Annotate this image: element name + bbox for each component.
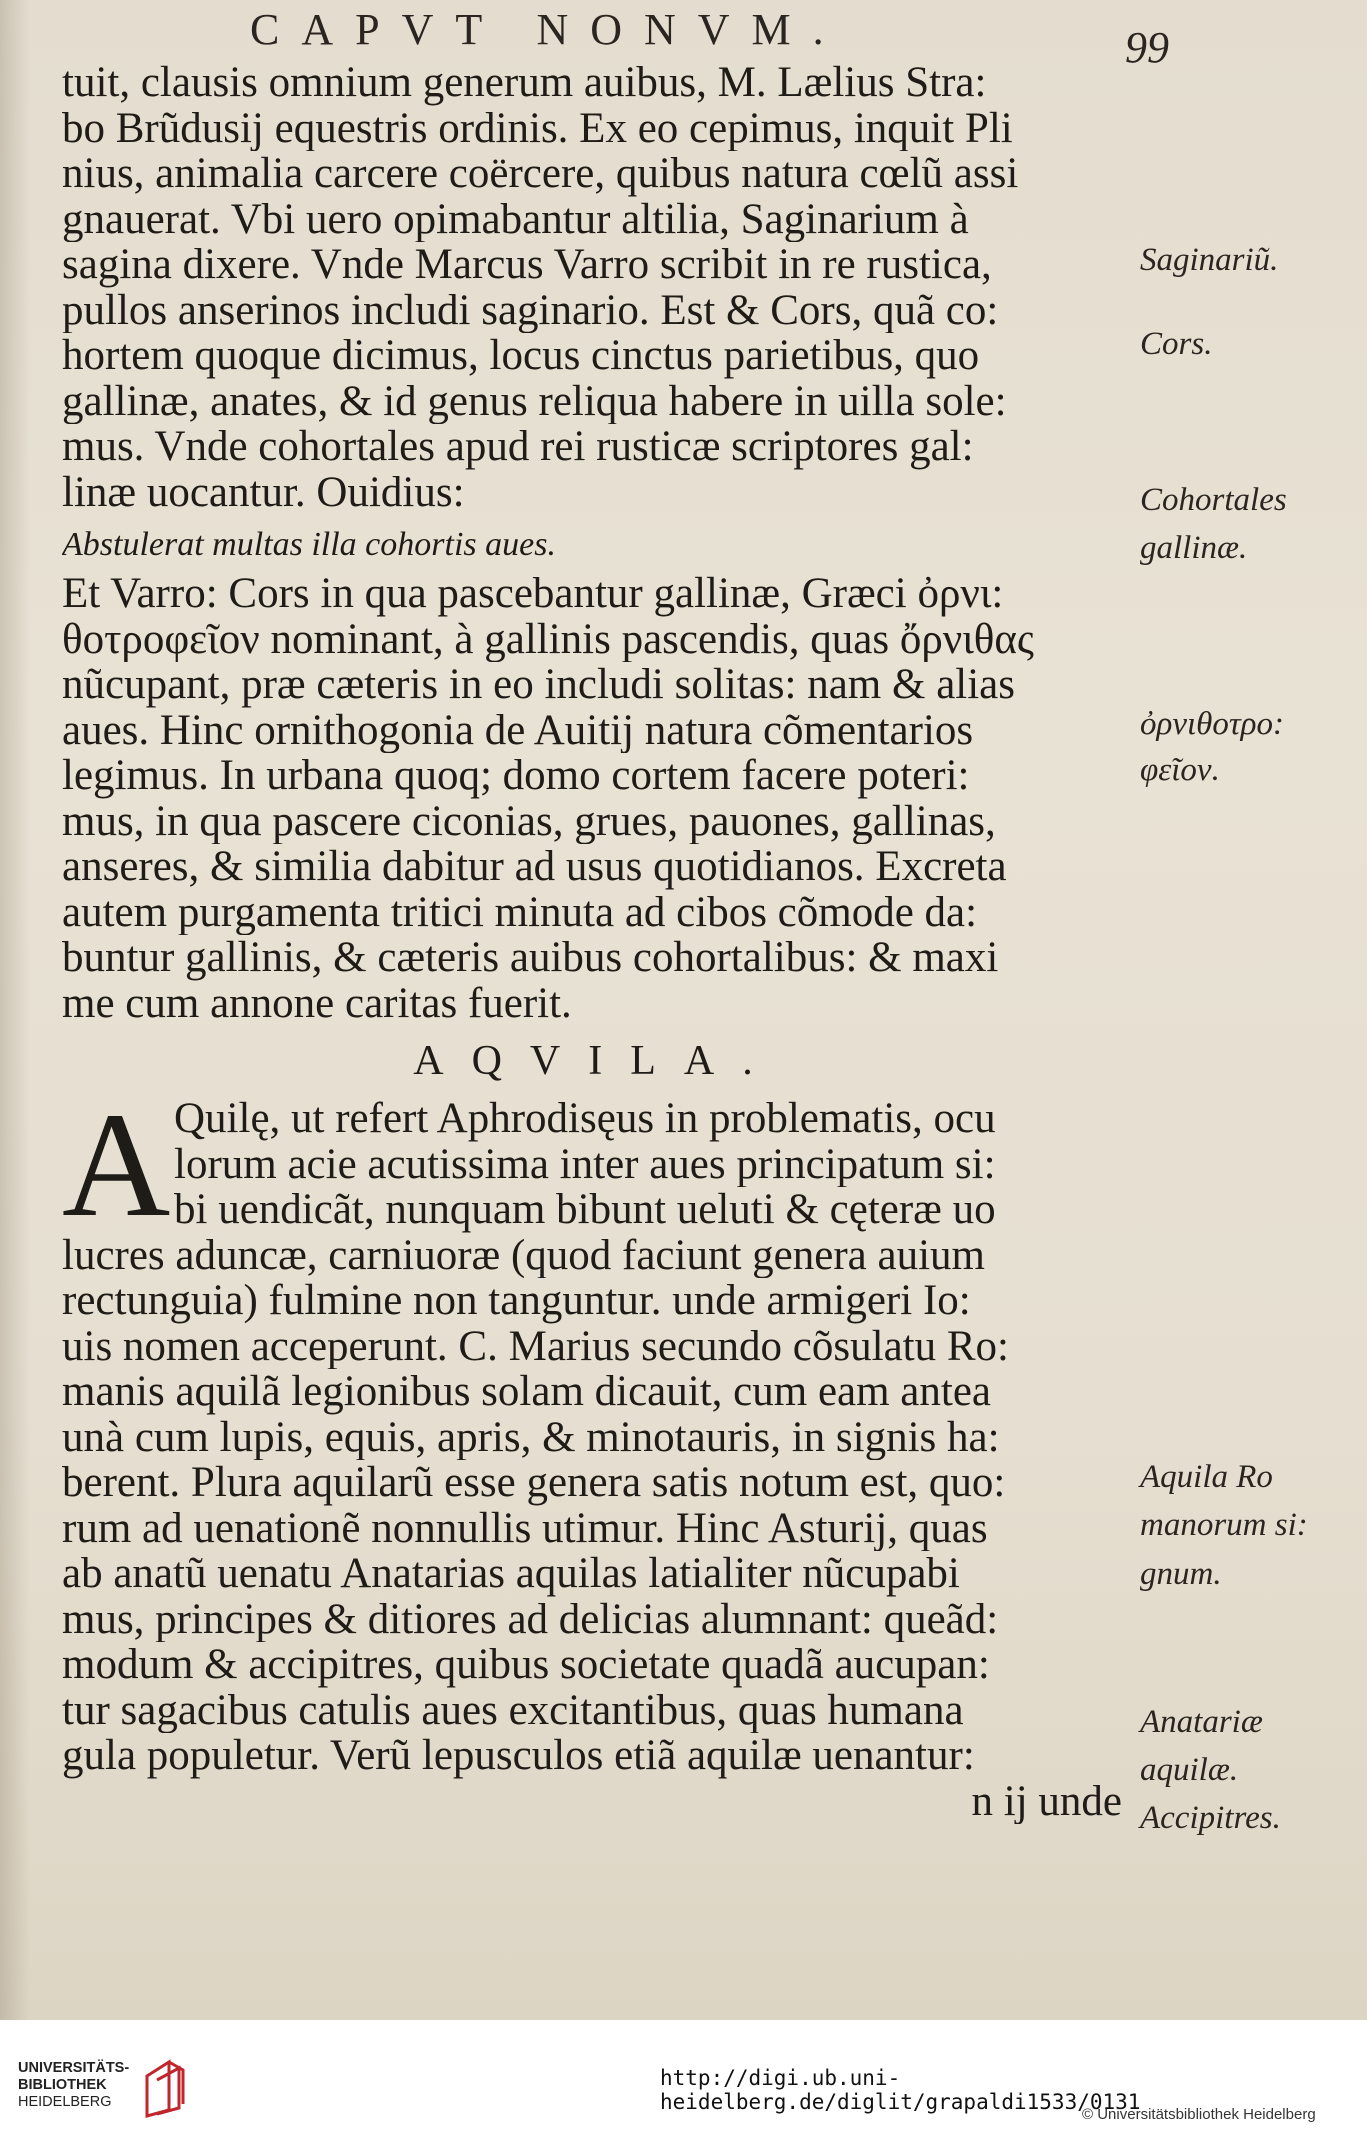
library-logo-text — [18, 2060, 129, 2111]
marginal-note-aquila-romanorum: Aquila Ro — [1140, 1459, 1273, 1495]
text-line: nius, animalia carcere coërcere, quibus natura cœlũ assi — [62, 151, 1019, 197]
text-line: tuit, clausis omnium generum auibus, M. Lælius Stra: — [62, 60, 987, 106]
marginal-note-cors: Cors. — [1140, 326, 1213, 362]
text-line: pullos anserinos includi saginario. Est & Cors, quã co: — [62, 287, 999, 333]
text-line: gallinæ, anates, & id genus reliqua habere in uilla sole: — [62, 378, 1007, 424]
text-line: mus, in qua pascere ciconias, grues, pauones, gallinas, — [62, 798, 996, 844]
text-line: legimus. In urbana quoq; domo cortem facere poteri: — [62, 753, 970, 799]
text-line: rum ad uenationẽ nonnullis utimur. Hinc Asturij, quas — [62, 1505, 988, 1551]
text-line: lucres aduncæ, carniuoræ (quod faciunt genera auium — [62, 1232, 985, 1278]
text-line: mus. Vnde cohortales apud rei rusticæ scriptores gal: — [62, 424, 974, 470]
text-line: linæ uocantur. Ouidius: — [62, 469, 465, 515]
text-line: θοτροφεῖον nominant, à gallinis pascendis, quas ὄρνιθας — [62, 616, 1034, 662]
text-line: anseres, & similia dabitur ad usus quotidianos. Excreta — [62, 844, 1007, 890]
text-line: unà cum lupis, equis, apris, & minotauris, in signis ha: — [62, 1414, 1000, 1460]
marginal-note-anatariae: Anatariæ — [1140, 1704, 1263, 1740]
text-line: gula populetur. Verũ lepusculos etiã aquilæ uenantur: — [62, 1733, 975, 1779]
text-line: bi uendicãt, nunquam bibunt ueluti & cęteræ uo — [174, 1187, 996, 1233]
drop-cap-paragraph — [62, 1082, 1122, 1248]
text-line: bo Brũdusij equestris ordinis. Ex eo cepimus, inquit Pli — [62, 105, 1013, 151]
text-line: mus, principes & ditiores ad delicias alumnant: queãd: — [62, 1596, 999, 1642]
drop-cap-letter: A — [62, 1082, 171, 1248]
marginal-note-gnum: gnum. — [1140, 1556, 1222, 1592]
marginal-note-greek-2: φεῖον. — [1140, 752, 1220, 788]
paragraph-saginarium — [62, 60, 1122, 515]
page-number: 99 — [1125, 23, 1169, 72]
text-line: aues. Hinc ornithogonia de Auitij natura cõmentarios — [62, 707, 974, 753]
marginal-note-greek-1: ὀρνιθοτρο: — [1140, 706, 1285, 742]
main-text-block — [62, 60, 1122, 1824]
text-line: rectunguia) fulmine non tanguntur. unde armigeri Io: — [62, 1278, 971, 1324]
text-line: lorum acie acutissima inter aues principatum si: — [174, 1141, 996, 1187]
logo-line-2: BIBLIOTHEK — [18, 2077, 107, 2093]
permalink-url[interactable]: http://digi.ub.uni-heidelberg.de/diglit/grapaldi1533/0131 — [660, 2066, 1141, 2114]
text-line: sagina dixere. Vnde Marcus Varro scribit in re rustica, — [62, 242, 992, 288]
text-line: berent. Plura aquilarũ esse genera satis notum est, quo: — [62, 1460, 1006, 1506]
text-line: manis aquilã legionibus solam dicauit, cum eam antea — [62, 1369, 992, 1415]
logo-line-1: UNIVERSITÄTS- — [18, 2060, 130, 2076]
paragraph-varro — [62, 571, 1122, 1026]
text-line: Quilę, ut refert Aphrodisęus in problematis, ocu — [174, 1096, 996, 1142]
text-line: buntur gallinis, & cæteris auibus cohortalibus: & maxi — [62, 935, 999, 981]
digitization-footer — [0, 2020, 1367, 2129]
copyright-notice: © Universitätsbibliothek Heidelberg — [1082, 2106, 1316, 2123]
text-line: tur sagacibus catulis aues excitantibus, quas humana — [62, 1687, 964, 1733]
library-logo[interactable] — [18, 2060, 208, 2120]
logo-line-3: HEIDELBERG — [18, 2094, 112, 2110]
paragraph-aquila — [62, 1233, 1122, 1779]
marginal-note-manorum: manorum si: — [1140, 1507, 1308, 1543]
marginal-note-aquilae: aquilæ. — [1140, 1752, 1239, 1788]
marginal-note-cohortales: Cohortales — [1140, 482, 1287, 518]
marginal-note-saginarium: Saginariũ. — [1140, 242, 1279, 278]
text-line: me cum annone caritas fuerit. — [62, 980, 572, 1026]
text-line: ab anatũ uenatu Anatarias aquilas latialiter nũcupabi — [62, 1551, 960, 1597]
text-line: Et Varro: Cors in qua pascebantur gallinæ, Græci ὀρνι: — [62, 571, 1004, 617]
marginal-note-gallinae: gallinæ. — [1140, 530, 1248, 566]
text-line: nũcupant, præ cæteris in eo includi solitas: nam & alias — [62, 662, 1015, 708]
marginal-note-accipitres: Accipitres. — [1140, 1800, 1281, 1836]
text-line: gnauerat. Vbi uero opimabantur altilia, Saginarium à — [62, 196, 969, 242]
section-heading-aquila: AQVILA. — [413, 1038, 781, 1084]
library-mark-icon — [143, 2058, 189, 2118]
text-line: uis nomen acceperunt. C. Marius secundo cõsulatu Ro: — [62, 1323, 1009, 1369]
catchword: n ij unde — [971, 1778, 1122, 1824]
running-title: CAPVT NONVM. — [250, 5, 846, 54]
text-line: hortem quoque dicimus, locus cinctus parietibus, quo — [62, 333, 980, 379]
ovid-verse-quote: Abstulerat multas illa cohortis aues. — [62, 526, 556, 563]
text-line: modum & accipitres, quibus societate quadã aucupan: — [62, 1642, 990, 1688]
text-line: autem purgamenta tritici minuta ad cibos cõmode da: — [62, 889, 978, 935]
